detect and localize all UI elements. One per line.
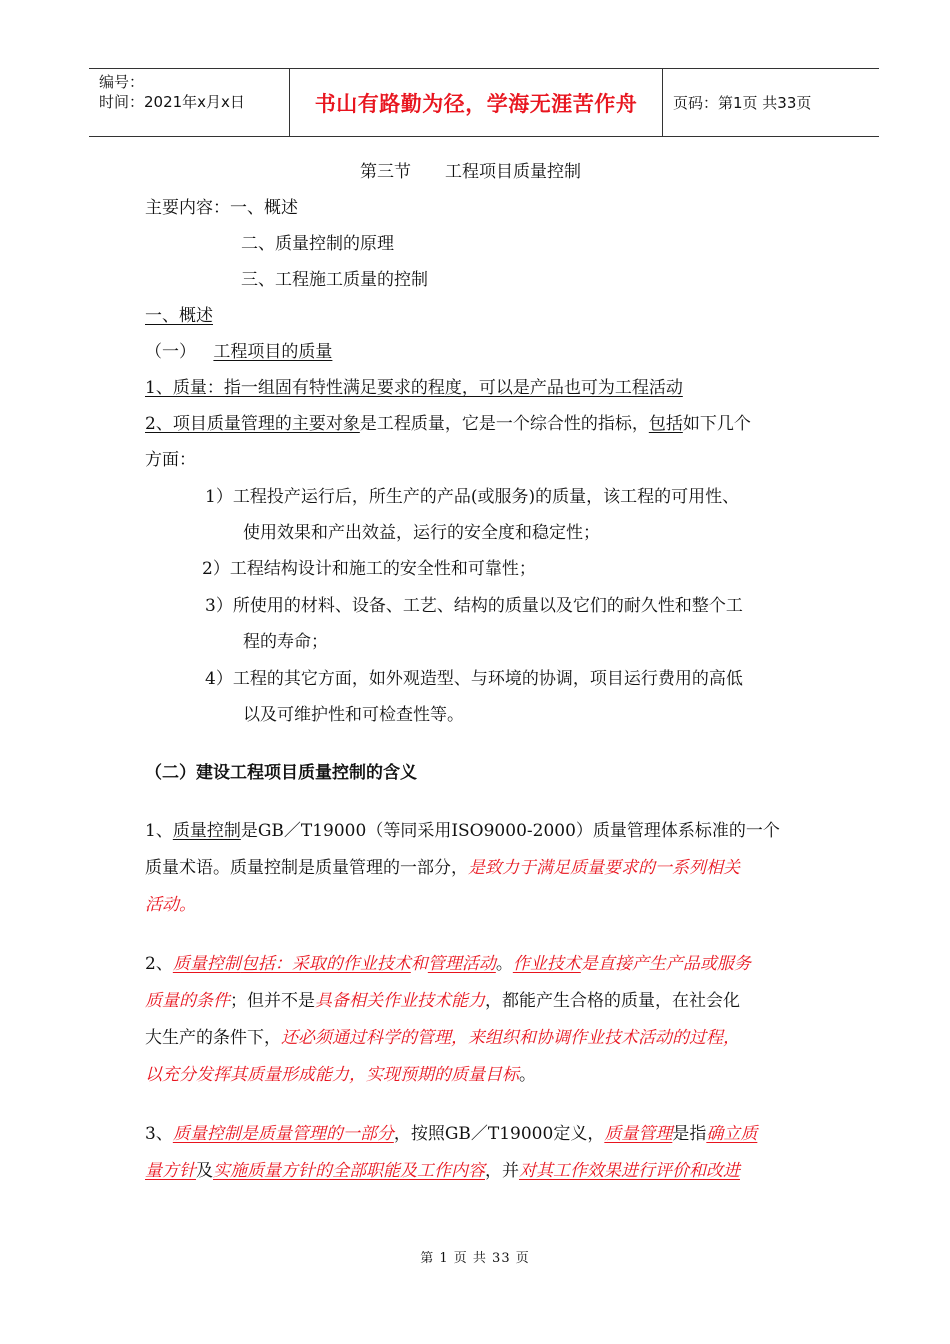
p2-line-2: 方面： xyxy=(145,450,196,470)
toc-line-1: 主要内容：一、概述 xyxy=(145,198,298,218)
header-page-number: 页码：第1页 共33页 xyxy=(673,94,812,112)
q3-text: ，按照GB／T19000定义， xyxy=(393,1124,605,1144)
paragraph-q2-line-4 xyxy=(145,1065,536,1085)
document-number: 编号： xyxy=(99,73,145,91)
list-item: 1）工程投产运行后，所生产的产品(或服务)的质量，该工程的可用性、 xyxy=(205,487,740,507)
subheading-prefix: （一） xyxy=(145,342,196,362)
q2-ability: 具备相关作业技术能力 xyxy=(315,991,485,1011)
document-header xyxy=(89,68,879,137)
q2-management: 管理活动 xyxy=(427,954,496,974)
p2-object: 2、项目质量管理的主要对象 xyxy=(145,414,360,434)
paragraph-management-object xyxy=(145,414,751,434)
q1-emphasis-2: 活动 xyxy=(145,895,179,915)
q2-and: 和 xyxy=(410,954,428,974)
q2-text-3: 大生产的条件下， xyxy=(145,1028,281,1048)
q3-policy: 量方针 xyxy=(145,1161,196,1181)
section-title: 第三节 工程项目质量控制 xyxy=(360,162,581,182)
q3-means: 是指 xyxy=(672,1124,707,1144)
q1-emphasis: 是致力于满足质量要求的一系列相关 xyxy=(468,858,740,878)
q1-text: 是GB／T19000（等同采用ISO9000-2000）质量管理体系标准的一个 xyxy=(240,821,780,841)
list-item: 4）工程的其它方面，如外观造型、与环境的协调，项目运行费用的高低 xyxy=(205,669,743,689)
header-motto-cell xyxy=(290,69,663,136)
paragraph-q1-line-2 xyxy=(145,858,740,878)
q2-tech: 作业技术 xyxy=(512,954,581,974)
paragraph-q2-line-1 xyxy=(145,954,751,974)
q2-num: 2、 xyxy=(145,954,173,974)
motto: 书山有路勤为径，学海无涯苦作舟 xyxy=(314,91,638,116)
list-item: 3）所使用的材料、设备、工艺、结构的质量以及它们的耐久性和整个工 xyxy=(205,596,743,616)
q2-include: 包括：采取的作业技术 xyxy=(240,954,411,974)
header-meta-cell xyxy=(89,69,290,136)
document-time: 时间：2021年x月x日 xyxy=(99,93,245,111)
list-item-continuation: 使用效果和产出效益，运行的安全度和稳定性； xyxy=(243,523,600,543)
toc-line-3: 三、工程施工质量的控制 xyxy=(241,270,428,290)
subheading-title: 工程项目的质量 xyxy=(213,342,333,362)
q3-establish: 确立质 xyxy=(706,1124,758,1144)
p2-text: 是工程质量，它是一个综合性的指标， xyxy=(359,414,649,434)
paragraph-q1-line-1 xyxy=(145,821,780,841)
q2-text: ；但并不是 xyxy=(230,991,315,1011)
heading-overview: 一、概述 xyxy=(145,306,213,326)
list-item-continuation: 以及可维护性和可检查性等。 xyxy=(243,705,464,725)
q2-period: 。 xyxy=(495,954,513,974)
toc-line-2: 二、质量控制的原理 xyxy=(241,234,394,254)
q3-text-2: ，并 xyxy=(485,1161,519,1181)
paragraph-q3-line-2 xyxy=(145,1161,740,1181)
q2-emphasis-2: 以充分发挥其质量形成能力，实现预期的质量目标 xyxy=(145,1065,519,1085)
q3-management: 质量管理 xyxy=(604,1124,673,1144)
subheading-project-quality xyxy=(145,342,332,362)
list-item-continuation: 程的寿命； xyxy=(243,632,328,652)
p2-text-2: 如下几个 xyxy=(682,414,751,434)
q1-text-2: 质量术语。质量控制是质量管理的一部分， xyxy=(145,858,468,878)
q1-end: 。 xyxy=(179,895,196,915)
paragraph-q2-line-2 xyxy=(145,991,740,1011)
header-page-cell xyxy=(663,69,879,136)
q3-term: 质量控制是质量管理的一部分 xyxy=(172,1124,394,1144)
q1-num: 1、 xyxy=(145,821,173,841)
q2-tech-def: 是直接产生产品或服务 xyxy=(580,954,751,974)
q3-and: 及 xyxy=(196,1161,213,1181)
q3-evaluate: 对其工作效果进行评价和改进 xyxy=(519,1161,740,1181)
paragraph-q2-line-3 xyxy=(145,1028,740,1048)
paragraph-q1-line-3 xyxy=(145,895,196,915)
q2-cond: 质量的条件 xyxy=(145,991,230,1011)
q2-end: 。 xyxy=(519,1065,536,1085)
paragraph-quality-definition: 1、质量：指一组固有特性满足要求的程度，可以是产品也可为工程活动 xyxy=(145,378,683,398)
paragraph-q3-line-1 xyxy=(145,1124,757,1144)
list-item: 2）工程结构设计和施工的安全性和可靠性； xyxy=(202,559,536,579)
q2-emphasis: 还必须通过科学的管理，来组织和协调作业技术活动的过程， xyxy=(281,1028,740,1048)
q3-num: 3、 xyxy=(145,1124,173,1144)
page-footer: 第 1 页 共 33 页 xyxy=(420,1251,530,1266)
q1-term: 质量控制 xyxy=(172,821,241,841)
q2-term: 质量控制 xyxy=(172,954,241,974)
q2-text-2: ，都能产生合格的质量，在社会化 xyxy=(485,991,740,1011)
q3-implement: 实施质量方针的全部职能及工作内容 xyxy=(213,1161,485,1181)
heading-quality-control-meaning: （二）建设工程项目质量控制的含义 xyxy=(145,763,417,783)
p2-include: 包括 xyxy=(648,414,683,434)
